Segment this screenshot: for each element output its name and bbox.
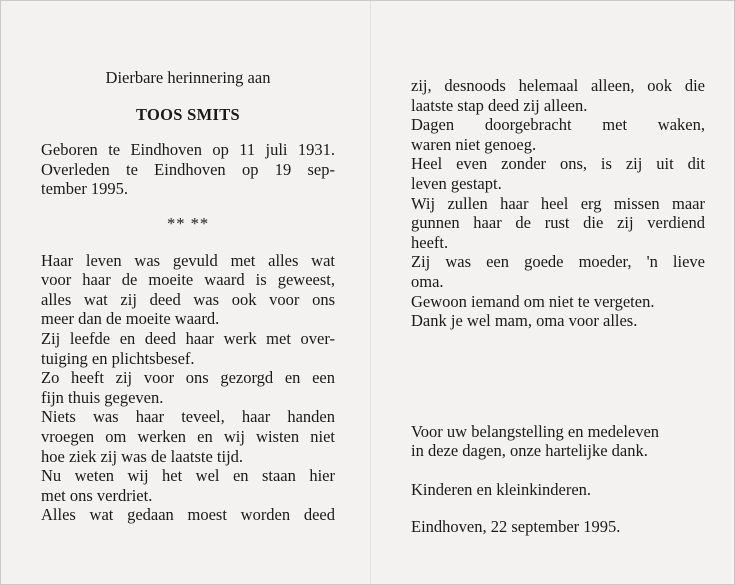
poem-line: heeft. [411, 232, 449, 252]
poem-line: Wij zullen haar heel erg missen maar [411, 193, 705, 213]
thanks-text [411, 422, 705, 461]
poem-line: Niets was haar teveel, haar handen [41, 407, 335, 427]
poem-line: Zo heeft zij voor ons gezorgd en een [41, 368, 335, 388]
poem-line: fijn thuis gegeven. [41, 387, 164, 407]
poem-line: Nu weten wij het wel en staan hier [41, 466, 335, 486]
poem-line: Zij was een goede moeder, 'n lieve [411, 252, 705, 272]
poem-line: waren niet genoeg. [411, 134, 537, 154]
right-panel [411, 76, 705, 536]
poem-line: Zij leefde en deed haar werk met over- [41, 328, 335, 348]
poem-line: hoe ziek zij was de laatste tijd. [41, 446, 244, 466]
born-line: tember 1995. [41, 179, 129, 199]
birth-death-info [41, 140, 335, 199]
poem-line: met ons verdriet. [41, 485, 153, 505]
born-line: Geboren te Eindhoven op 11 juli 1931. [41, 140, 335, 160]
poem-line: vroegen om werken en wij wisten niet [41, 426, 335, 446]
poem-part-1 [41, 251, 335, 525]
card-fold [370, 1, 372, 584]
thanks-line: Voor uw belangstelling en medeleven [411, 421, 660, 441]
poem-line: leven gestapt. [411, 173, 502, 193]
poem-line: Heel even zonder ons, is zij uit dit [411, 154, 705, 174]
poem-line: zij, desnoods helemaal alleen, ook die [411, 76, 705, 95]
place-date: Eindhoven, 22 september 1995. [411, 516, 621, 536]
poem-line: tuiging en plichtsbesef. [41, 348, 195, 368]
card-header: Dierbare herinnering aan [105, 68, 271, 87]
separator: ** ** [166, 213, 210, 233]
poem-line: meer dan de moeite waard. [41, 309, 220, 329]
poem-line: alles wat zij deed was ook voor ons [41, 289, 335, 309]
born-line: Overleden te Eindhoven op 19 sep- [41, 159, 335, 179]
family-signature: Kinderen en kleinkinderen. [411, 479, 592, 499]
poem-line: oma. [411, 271, 444, 291]
poem-line: laatste stap deed zij alleen. [411, 95, 588, 115]
poem-line: Dank je wel mam, oma voor alles. [411, 311, 638, 331]
poem-line: Alles wat gedaan moest worden deed [41, 505, 335, 525]
left-panel [41, 68, 335, 525]
poem-part-2 [411, 76, 705, 331]
deceased-name: TOOS SMITS [135, 104, 241, 124]
poem-line: Gewoon iemand om niet te vergeten. [411, 291, 655, 311]
poem-line: Dagen doorgebracht met waken, [411, 115, 705, 135]
thanks-line: in deze dagen, onze hartelijke dank. [411, 441, 648, 461]
poem-line: gunnen haar de rust die zij verdiend [411, 213, 705, 233]
poem-line: Haar leven was gevuld met alles wat [41, 250, 335, 270]
poem-line: voor haar de moeite waard is geweest, [41, 270, 335, 290]
